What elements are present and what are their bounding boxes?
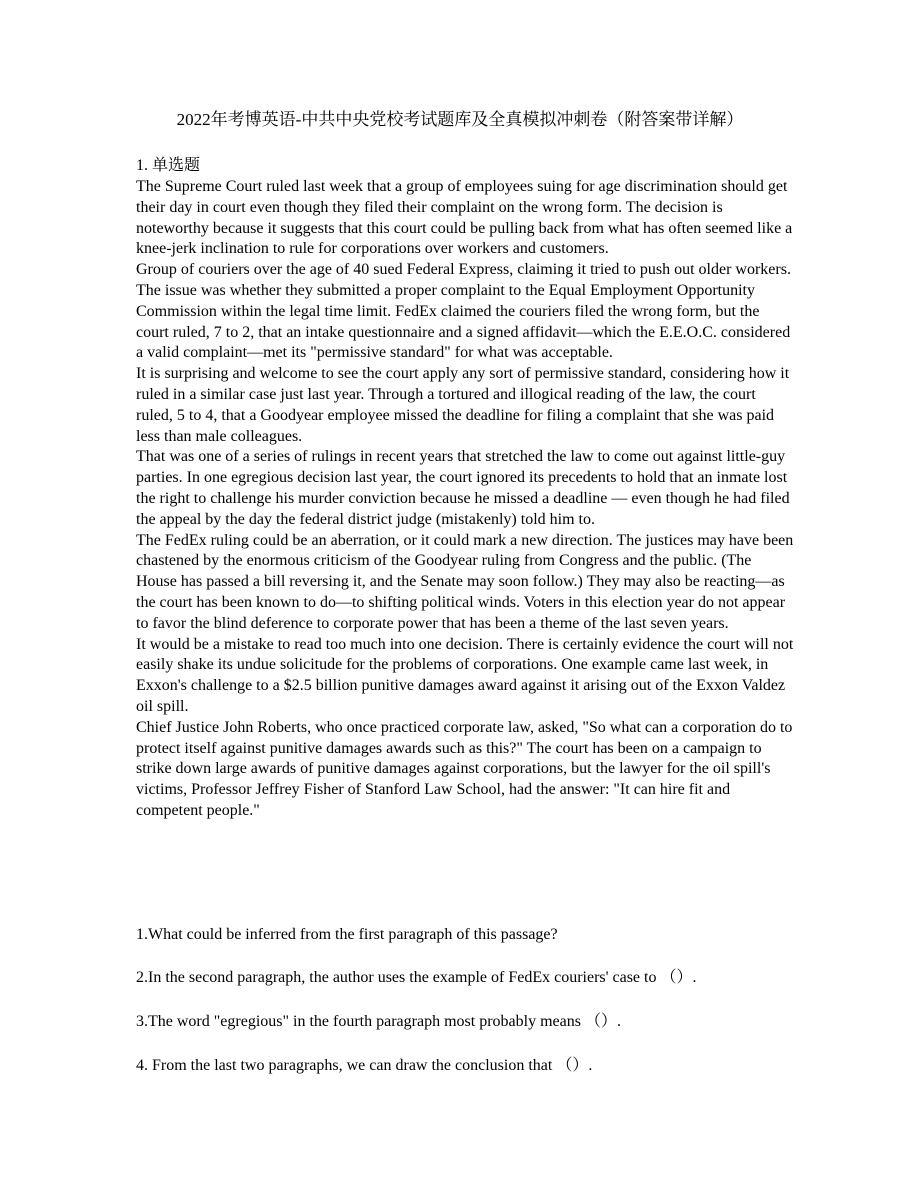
passage-paragraph-7: Chief Justice John Roberts, who once practiced corporate law, asked, "So what can a corporation do to protect itself against punitive damages awards such as this?" The court has been on a campaign to strike down large awards of punitive damages against corporations, but the lawyer for the oil spill's victims, Professor Jeffrey Fisher of Stanford Law School, had the answer: "It can hire fit and competent people." — [136, 718, 793, 819]
passage-paragraph-3: It is surprising and welcome to see the court apply any sort of permissive standard, considering how it ruled in a similar case just last year. Through a tortured and illogical reading of the law, the court ruled, 5 to 4, that a Goodyear employee missed the deadline for filing a complaint that she was paid less than male colleagues. — [136, 365, 790, 445]
passage-paragraph-4: That was one of a series of rulings in recent years that stretched the law to come out against little-guy parties. In one egregious decision last year, the court ignored its precedents to hold that an inmate lost the right to challenge his murder conviction because he missed a deadline — even though he had filed the appeal by the day the federal district judge (mistakenly) told him to. — [136, 448, 790, 528]
passage-block — [136, 155, 796, 822]
question-4: 4. From the last two paragraphs, we can draw the conclusion that （）. — [136, 1057, 593, 1074]
passage-paragraph-6: It would be a mistake to read too much into one decision. There is certainly evidence the court will not easily shake its undue solicitude for the problems of corporations. One example came last week, in Exxon's challenge to a $2.5 billion punitive damages award against it arising out of the Exxon Valdez oil spill. — [136, 635, 794, 715]
question-3: 3.The word "egregious" in the fourth paragraph most probably means （）. — [136, 1013, 621, 1030]
section-heading: 1. 单选题 — [136, 157, 201, 174]
passage-paragraph-1: The Supreme Court ruled last week that a group of employees suing for age discrimination should get their day in court even though they filed their complaint on the wrong form. The decision is noteworthy because it suggests that this court could be pulling back from what has often seemed like a knee-jerk inclination to rule for corporations over workers and customers. — [136, 178, 793, 258]
question-2: 2.In the second paragraph, the author uses the example of FedEx couriers' case to （）. — [136, 969, 697, 986]
passage-paragraph-2: Group of couriers over the age of 40 sued Federal Express, claiming it tried to push out older workers. The issue was whether they submitted a proper complaint to the Equal Employment Opportunity Commission within the legal time limit. FedEx claimed the couriers filed the wrong form, but the court ruled, 7 to 2, that an intake questionnaire and a signed affidavit—which the E.E.O.C. considered a valid complaint—met its "permissive standard" for what was acceptable. — [136, 261, 791, 362]
document-title: 2022年考博英语-中共中央党校考试题库及全真模拟冲刺卷（附答案带详解） — [176, 110, 744, 129]
question-1: 1.What could be inferred from the first paragraph of this passage? — [136, 926, 558, 943]
passage-paragraph-5: The FedEx ruling could be an aberration, or it could mark a new direction. The justices may have been chastened by the enormous criticism of the Goodyear ruling from Congress and the public. (The House has passed a bill reversing it, and the Senate may soon follow.) They may also be reacting—as the court has been known to do—to shifting political winds. Voters in this election year do not appear to favor the blind deference to corporate power that has been a theme of the last seven years. — [136, 531, 794, 632]
